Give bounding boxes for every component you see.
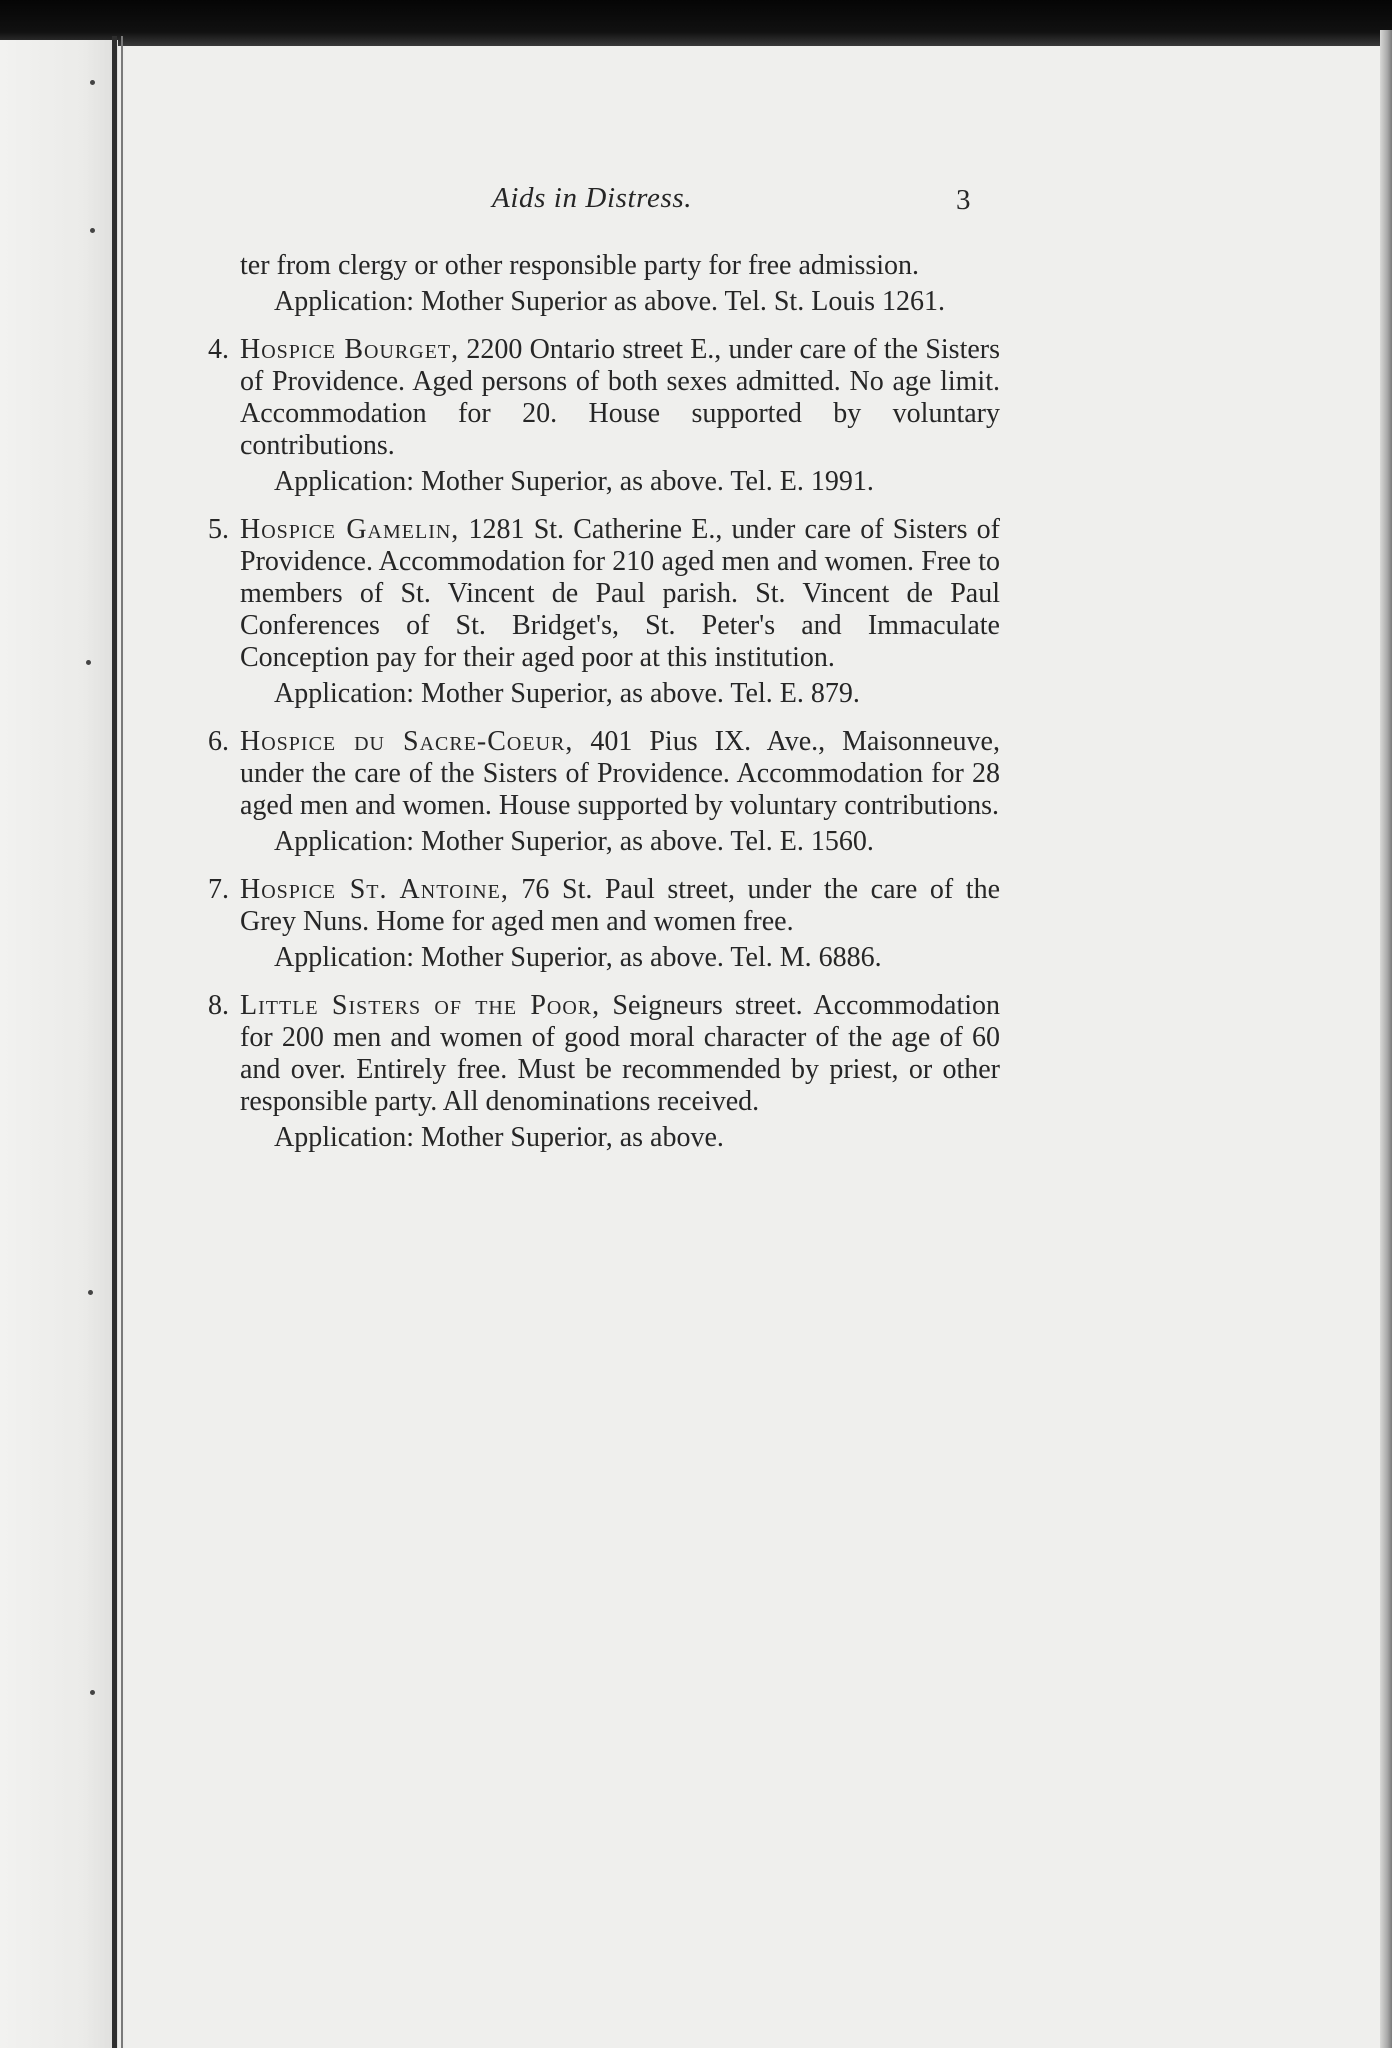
application-line: Application: Mother Superior, as above. Tel. E. 1560. [274,826,874,857]
application-line: Application: Mother Superior, as above. Tel. E. 1991. [274,466,874,497]
entry-description: 1281 St. Catherine E., under care of Sisters of Providence. Accommodation for 210 aged men and women. Free to members of St. Vincent de Paul parish. St. Vincent de Paul Conferences of St. Bridget's, St. Peter's and Immaculate Conception pay for their aged poor at this institution. [240,514,1000,673]
scan-speck [90,228,95,233]
page-body [208,250,1001,1154]
application-line: Application: Mother Superior, as above. [274,1122,724,1153]
entry-text [240,726,1000,822]
entry-4 [208,334,1001,498]
entry-number: 7. [208,874,229,905]
entry-5 [208,514,1000,710]
entry-description: 76 St. Paul street, under the care of the Grey Nuns. Home for aged men and women free. [240,874,1000,937]
entry-text [240,874,1000,938]
left-margin [0,40,118,2048]
entry-number: 5. [208,514,229,545]
entry-description: 2200 Ontario street E., under care of the Sisters of Providence. Aged persons of both sexes admitted. No age limit. Accommodation for 20. House supported by voluntary contributions. [240,334,1001,461]
scan-speck [90,1690,95,1695]
scan-speck [90,80,95,85]
scan-speck [88,1290,93,1295]
scan-speck [86,660,91,665]
running-head [250,182,1000,222]
institution-name: Little Sisters of the Poor, [240,990,601,1021]
entry-text [240,334,1000,462]
institution-name: Hospice St. Antoine, [240,874,509,905]
entry-text [240,514,1000,674]
entry-description: 401 Pius IX. Ave., Maisonneuve, under the care of the Sisters of Providence. Accommodation for 28 aged men and women. House supported by voluntary contributions. [240,726,1000,821]
entry-number: 4. [208,334,229,365]
entry-6 [208,726,1000,858]
running-head-title: Aids in Distress. [492,182,693,214]
application-line: Application: Mother Superior, as above. Tel. E. 879. [274,678,860,709]
institution-name: Hospice du Sacre-Coeur, [240,726,574,757]
application-line: Application: Mother Superior as above. Tel. St. Louis 1261. [274,286,945,317]
application-line: Application: Mother Superior, as above. Tel. M. 6886. [274,942,882,973]
institution-name: Hospice Bourget, [240,334,460,365]
binding-gutter-line-thin [121,36,123,2048]
entry-number: 8. [208,990,229,1021]
entry-7 [208,874,1000,974]
entry-8 [208,990,1001,1154]
binding-gutter-line [112,36,117,2048]
scan-right-border [1380,30,1392,2048]
page-number: 3 [956,184,971,216]
entry-number: 6. [208,726,229,757]
entry-text [240,990,1000,1118]
scan-top-border [0,0,1392,46]
continued-paragraph: ter from clergy or other responsible party for free admission. [240,250,920,281]
entry-description: Seigneurs street. Accommodation for 200 men and women of good moral character of the age of 60 and over. Entirely free. Must be recommended by priest, or other responsible party. All denominations received. [240,990,1001,1117]
institution-name: Hospice Gamelin, [240,514,460,545]
